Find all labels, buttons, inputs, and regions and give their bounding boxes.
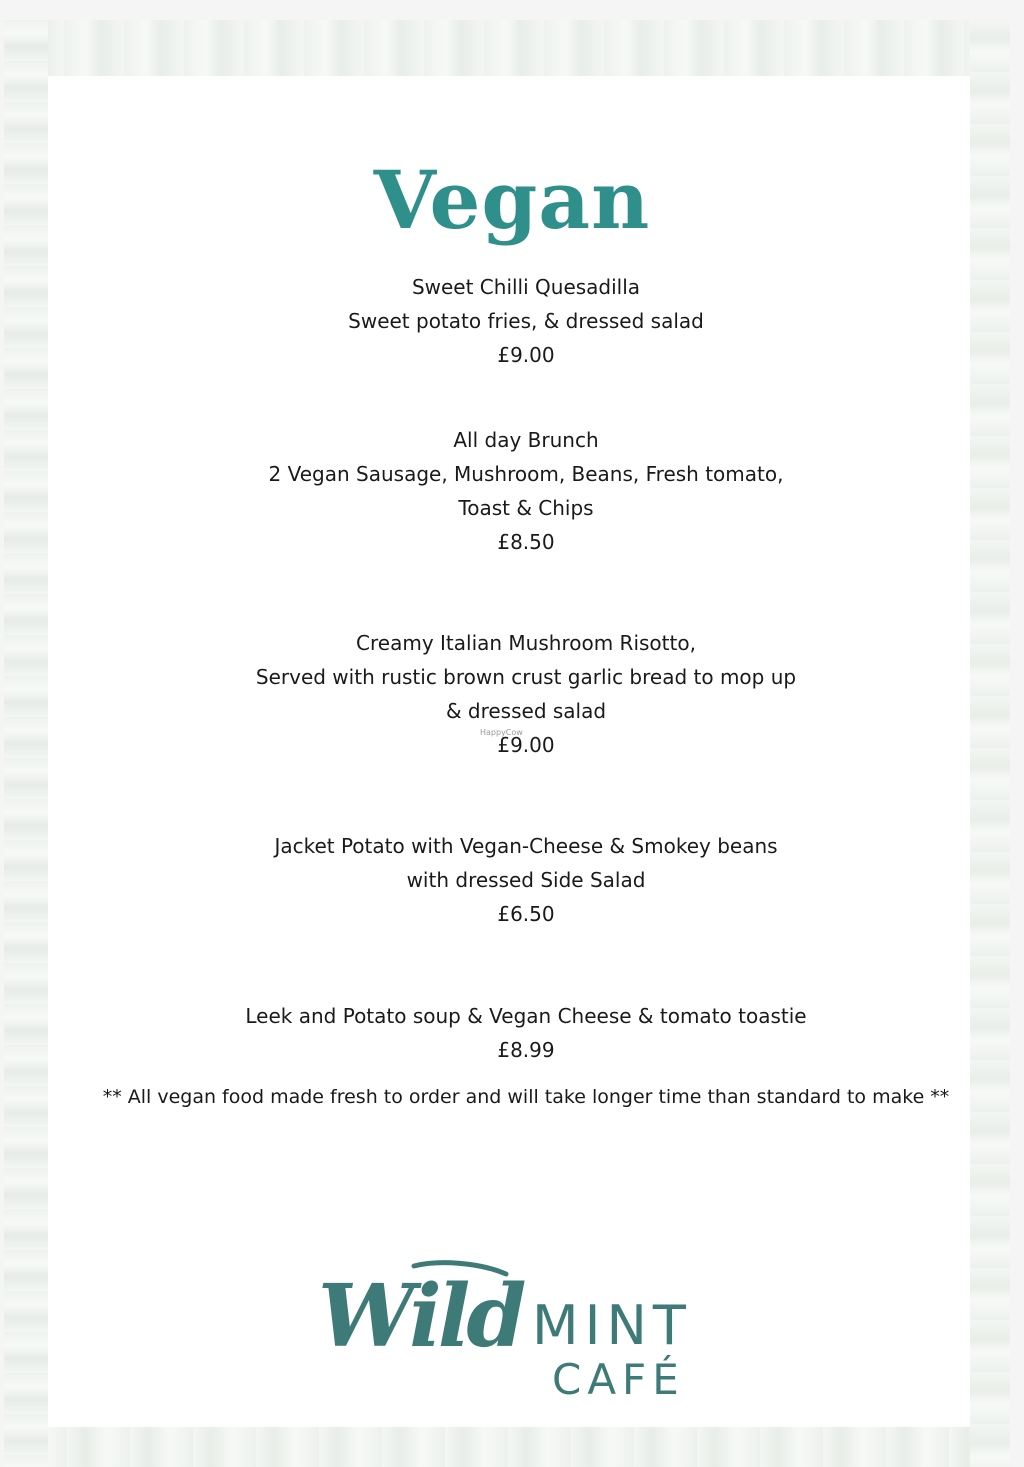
item-description: 2 Vegan Sausage, Mushroom, Beans, Fresh tomato, [268,462,784,486]
preparation-note: ** All vegan food made fresh to order and will take longer time than standard to make ** [102,1086,950,1108]
menu-item-soup-toastie [0,999,1024,1067]
item-description: with dressed Side Salad [406,868,646,892]
menu-item-brunch [0,423,1024,559]
menu-item-risotto [0,626,1024,762]
item-name: Leek and Potato soup & Vegan Cheese & tomato toastie [245,1004,807,1028]
menu-item-jacket-potato [0,829,1024,931]
wild-mint-cafe-logo [318,1258,708,1408]
item-name: All day Brunch [453,428,599,452]
item-price: £8.99 [497,1038,555,1062]
item-price: £8.50 [497,530,555,554]
item-name: Sweet Chilli Quesadilla [411,275,641,299]
paper-border-top [4,20,1010,76]
item-description: Served with rustic brown crust garlic bread to mop up [255,665,797,689]
item-name: Jacket Potato with Vegan-Cheese & Smokey beans [274,834,778,858]
item-price: £9.00 [497,343,555,367]
item-name: Creamy Italian Mushroom Risotto, [356,631,696,655]
item-description: Toast & Chips [458,496,594,520]
item-price: £9.00 [497,733,555,757]
item-description: & dressed salad [445,699,607,723]
menu-title: Vegan [373,153,651,247]
item-price: £6.50 [497,902,555,926]
happycow-watermark: HappyCow [480,728,523,737]
logo-word-cafe: CAFÉ [552,1355,685,1404]
item-description: Sweet potato fries, & dressed salad [348,309,704,333]
logo-word-mint: MINT [532,1294,692,1357]
logo-word-wild: Wild [318,1266,523,1367]
paper-border-bottom [4,1427,1010,1467]
menu-item-quesadilla [0,270,1024,372]
